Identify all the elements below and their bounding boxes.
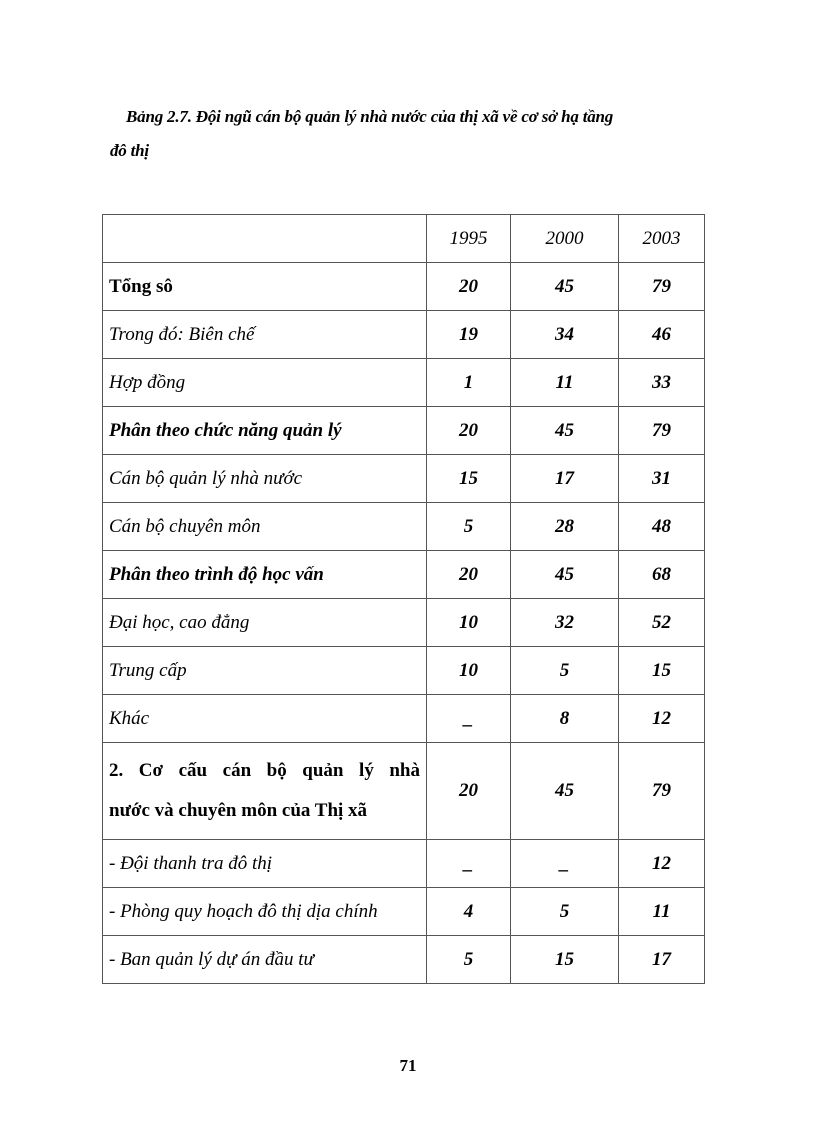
row-label: - Phòng quy hoạch đô thị dịa chính <box>103 888 427 936</box>
header-row <box>103 215 705 263</box>
cell-1995: 20 <box>427 743 511 840</box>
cell-2000: 45 <box>511 743 619 840</box>
row-label: Cán bộ quản lý nhà nước <box>103 455 427 503</box>
cell-2003: 12 <box>619 695 705 743</box>
cell-1995: 10 <box>427 647 511 695</box>
row-label: - Đội thanh tra đô thị <box>103 840 427 888</box>
cell-1995: 4 <box>427 888 511 936</box>
table-row <box>103 551 705 599</box>
cell-1995: 20 <box>427 407 511 455</box>
cell-2003: 79 <box>619 743 705 840</box>
table-row <box>103 647 705 695</box>
row-label: Hợp đồng <box>103 359 427 407</box>
row-label-line-2: nước và chuyên môn của Thị xã <box>109 800 368 821</box>
cell-2003: 79 <box>619 407 705 455</box>
cell-2000: 11 <box>511 359 619 407</box>
cell-2000: 32 <box>511 599 619 647</box>
table-row <box>103 263 705 311</box>
row-label: Trung cấp <box>103 647 427 695</box>
row-label: Khác <box>103 695 427 743</box>
table-row <box>103 743 705 840</box>
cell-2003: 33 <box>619 359 705 407</box>
cell-2000: 45 <box>511 407 619 455</box>
cell-1995: 10 <box>427 599 511 647</box>
cell-2000: 8 <box>511 695 619 743</box>
cell-2003: 31 <box>619 455 705 503</box>
cell-2000: 17 <box>511 455 619 503</box>
cell-1995: 20 <box>427 263 511 311</box>
cell-2003: 68 <box>619 551 705 599</box>
row-label: Đại học, cao đẳng <box>103 599 427 647</box>
cell-1995: 5 <box>427 936 511 984</box>
cell-1995: _ <box>427 840 511 888</box>
row-label: Trong đó: Biên chế <box>103 311 427 359</box>
cell-2000: _ <box>511 840 619 888</box>
cell-2000: 5 <box>511 647 619 695</box>
cell-2003: 17 <box>619 936 705 984</box>
table-row <box>103 455 705 503</box>
row-label: Phân theo trình độ học vấn <box>103 551 427 599</box>
data-table <box>102 214 705 984</box>
cell-2003: 12 <box>619 840 705 888</box>
table-row <box>103 503 705 551</box>
cell-2003: 48 <box>619 503 705 551</box>
cell-2000: 45 <box>511 551 619 599</box>
table-row <box>103 936 705 984</box>
caption-line-2: đô thị <box>110 141 149 160</box>
cell-2003: 52 <box>619 599 705 647</box>
caption-line-1: Bảng 2.7. Đội ngũ cán bộ quản lý nhà nước của thị xã về cơ sở hạ tầng <box>126 107 614 126</box>
cell-1995: 5 <box>427 503 511 551</box>
header-year-2003: 2003 <box>619 215 705 263</box>
cell-2003: 46 <box>619 311 705 359</box>
row-label: Tổng sô <box>103 263 427 311</box>
cell-1995: 20 <box>427 551 511 599</box>
row-label <box>103 743 427 840</box>
row-label: Phân theo chức năng quản lý <box>103 407 427 455</box>
header-year-1995: 1995 <box>427 215 511 263</box>
table-row <box>103 407 705 455</box>
cell-2003: 15 <box>619 647 705 695</box>
cell-2000: 34 <box>511 311 619 359</box>
cell-2000: 15 <box>511 936 619 984</box>
page-number: 71 <box>399 1056 417 1075</box>
row-label: - Ban quản lý dự án đầu tư <box>103 936 427 984</box>
header-year-2000: 2000 <box>511 215 619 263</box>
cell-1995: _ <box>427 695 511 743</box>
cell-2003: 79 <box>619 263 705 311</box>
table-row <box>103 888 705 936</box>
table-caption <box>110 100 720 168</box>
cell-2000: 28 <box>511 503 619 551</box>
table-row <box>103 695 705 743</box>
table-row <box>103 311 705 359</box>
table-row <box>103 840 705 888</box>
row-label: Cán bộ chuyên môn <box>103 503 427 551</box>
row-label-line-1: 2. Cơ cấu cán bộ quản lý nhà <box>109 760 420 781</box>
table-row <box>103 599 705 647</box>
cell-2000: 45 <box>511 263 619 311</box>
header-empty-cell <box>103 215 427 263</box>
cell-1995: 1 <box>427 359 511 407</box>
cell-2003: 11 <box>619 888 705 936</box>
cell-2000: 5 <box>511 888 619 936</box>
cell-1995: 19 <box>427 311 511 359</box>
table-row <box>103 359 705 407</box>
cell-1995: 15 <box>427 455 511 503</box>
